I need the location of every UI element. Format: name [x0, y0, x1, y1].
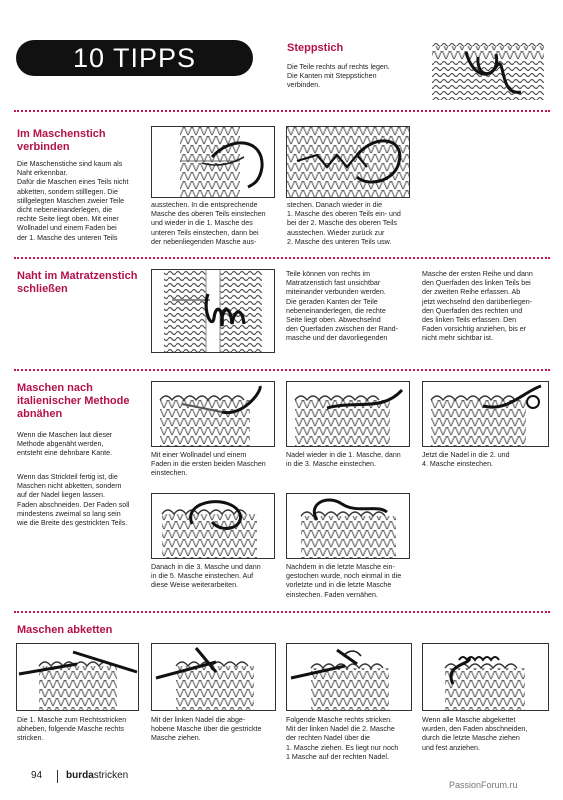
abketten-image-1	[16, 643, 139, 711]
italienisch-intro-2: Wenn das Strickteil fertig ist, die Maschen nicht abketten, sondern auf der Nadel liegen lassen. Faden abschneiden. Der Faden soll mindestens zweimal so lang sein wie die Breite des gestrickten Teils.	[17, 473, 130, 528]
abketten-caption-2: Mit der linken Nadel die abge- hobene Masche über die gestrickte Masche ziehen.	[151, 716, 262, 743]
steppstich-text: Die Teile rechts auf rechts legen. Die Kanten mit Steppstichen verbinden.	[287, 63, 390, 90]
italienisch-caption-3: Jetzt die Nadel in die 2. und 4. Masche einstechen.	[422, 451, 510, 469]
steppstich-title: Steppstich	[287, 42, 344, 54]
italienisch-intro-1: Wenn die Maschen laut dieser Methode abgenäht werden, entsteht eine dehnbare Kante.	[17, 431, 113, 458]
abketten-caption-4: Wenn alle Masche abgekettet wurden, den Faden abschneiden, durch die letzte Masche ziehen und fest anziehen.	[422, 716, 528, 752]
maschenstich-image-2	[286, 126, 410, 198]
italienisch-title: Maschen nach italienischer Methode abnähen	[17, 382, 130, 420]
italienisch-image-5	[286, 493, 410, 559]
italienisch-caption-4: Danach in die 3. Masche und dann in die 5. Masche einstechen. Auf diese Weise weiterarbeiten.	[151, 563, 261, 590]
maschenstich-col2: ausstechen. In die entsprechende Masche des oberen Teils einstechen und wieder in die 1. Masche des unteren Teils einstechen, dann bei der nebenliegenden Masche aus-	[151, 201, 266, 246]
abketten-title: Maschen abketten	[17, 624, 113, 636]
brand-bold: burda	[66, 770, 94, 781]
italienisch-caption-1: Mit einer Wollnadel und einem Faden in die ersten beiden Maschen einstechen.	[151, 451, 266, 478]
section-divider	[14, 369, 550, 371]
italienisch-image-1	[151, 381, 275, 447]
italienisch-image-2	[286, 381, 410, 447]
steppstich-image	[426, 42, 548, 100]
italienisch-image-4	[151, 493, 275, 559]
abketten-caption-3: Folgende Masche rechts stricken. Mit der linken Nadel die 2. Masche der rechten Nadel über die 1. Masche ziehen. Es liegt nur noch 1 Masche auf der rechten Nadel.	[286, 716, 399, 761]
maschenstich-image-1	[151, 126, 275, 198]
italienisch-image-3	[422, 381, 549, 447]
abketten-image-3	[286, 643, 412, 711]
matratzenstich-col2: Teile können von rechts im Matratzenstich fast unsichtbar miteinander verbunden werden. Die geraden Kanten der Teile nebeneinanderlegen, die rechte Seite liegt oben. Abwechselnd den Querfaden zwischen der Rand- masche und der davorliegenden	[286, 270, 398, 343]
page-title: 10 TIPPS	[72, 42, 197, 73]
maschenstich-intro: Die Maschenstiche sind kaum als Naht erkennbar. Dafür die Maschen eines Teils nicht abketten, sondern stilllegen. Die stillgelegten Maschen zweier Teile dicht nebeneinanderlegen, die rechte Seite liegt oben. Mit einer Wollnadel und einem Faden bei der 1. Masche des unteren Teils	[17, 160, 129, 242]
section-divider	[14, 611, 550, 613]
page-number: 94	[31, 770, 43, 781]
maschenstich-col3: stechen. Danach wieder in die 1. Masche des oberen Teils ein- und bei der 2. Masche des oberen Teils ausstechen. Wieder zurück zur 2. Masche des unteren Teils usw.	[287, 201, 401, 246]
brand-name	[66, 770, 128, 781]
italienisch-caption-5: Nachdem in die letzte Masche ein- gestochen wurde, noch einmal in die vorletzte und in die letzte Masche einstechen. Faden vernähen.	[286, 563, 402, 599]
maschenstich-title: Im Maschenstich verbinden	[17, 128, 106, 153]
italienisch-caption-2: Nadel wieder in die 1. Masche, dann in die 3. Masche einstechen.	[286, 451, 401, 469]
matratzenstich-image	[151, 269, 275, 353]
matratzenstich-col3: Masche der ersten Reihe und dann den Querfaden des linken Teils bei der zweiten Reihe erfassen. Ab jetzt wechselnd den darüberliegen- den Querfaden des rechten und des linken Teils erfassen. Den Faden vorsichtig anziehen, bis er nicht mehr sichtbar ist.	[422, 270, 533, 343]
abketten-caption-1: Die 1. Masche zum Rechtsstricken abheben, folgende Masche rechts stricken.	[17, 716, 127, 743]
footer-divider	[57, 770, 58, 783]
abketten-image-2	[151, 643, 276, 711]
matratzenstich-title: Naht im Matratzenstich schließen	[17, 270, 138, 295]
watermark: PassionForum.ru	[449, 780, 518, 790]
section-divider	[14, 110, 550, 112]
page-title-badge	[16, 40, 253, 76]
section-divider	[14, 257, 550, 259]
abketten-image-4	[422, 643, 549, 711]
brand-light: stricken	[93, 770, 129, 781]
